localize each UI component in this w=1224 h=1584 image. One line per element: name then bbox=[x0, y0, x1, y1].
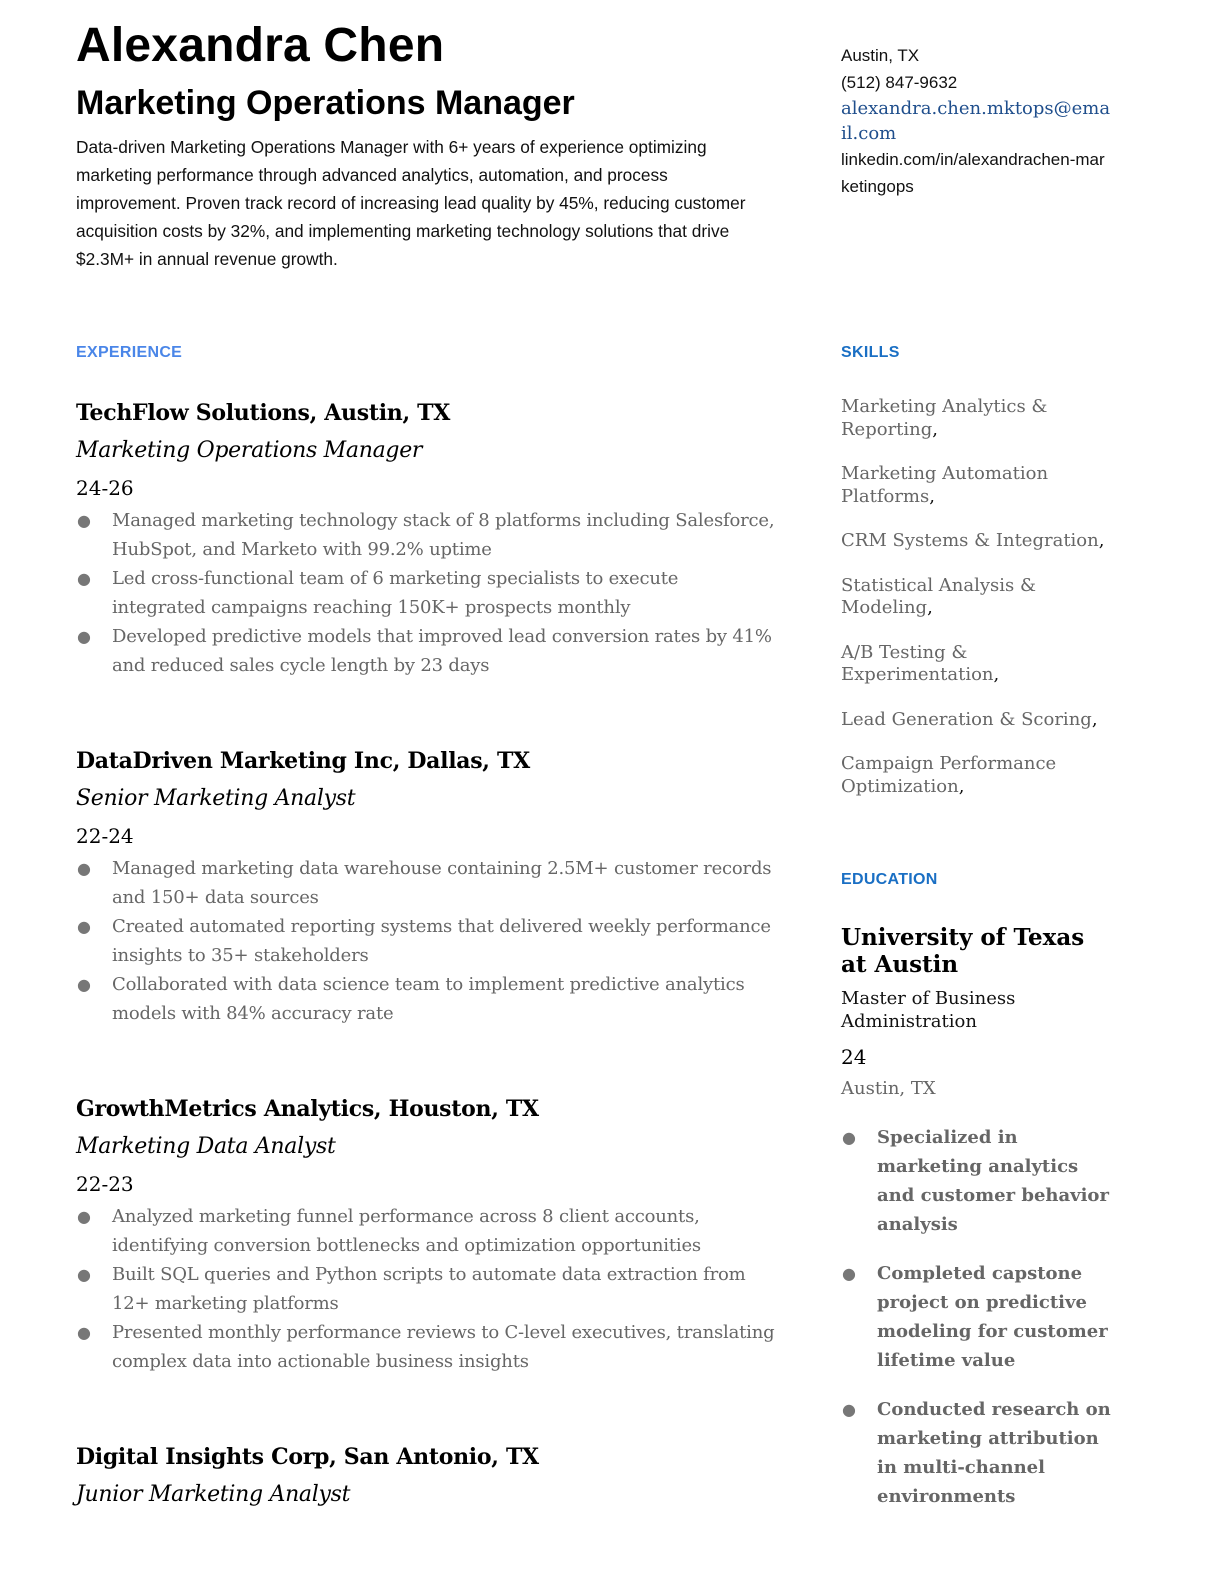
education-school: University of Texas at Austin bbox=[841, 924, 1085, 978]
job-role: Marketing Operations Manager bbox=[76, 438, 423, 463]
education-degree: Master of Business Administration bbox=[841, 988, 1016, 1032]
job-entry bbox=[76, 1442, 776, 1518]
job-role: Senior Marketing Analyst bbox=[76, 786, 356, 811]
skill-item: CRM Systems & Integration, bbox=[841, 530, 1105, 551]
bullet-icon: ● bbox=[77, 569, 91, 588]
job-bullet: ● Analyzed marketing funnel performance across 8 client accounts, identifying conversion bottlenecks and optimization opportunities bbox=[76, 1202, 776, 1260]
contact-phone[interactable]: (512) 847-9632 bbox=[841, 73, 958, 92]
candidate-headline: Marketing Operations Manager bbox=[76, 84, 575, 122]
education-bullet: ● Completed capstone project on predictive modeling for customer lifetime value bbox=[841, 1259, 1111, 1375]
education-year: 24 bbox=[841, 1045, 867, 1069]
bullet-icon: ● bbox=[77, 511, 91, 530]
job-company: Digital Insights Corp, San Antonio, TX bbox=[76, 1444, 539, 1470]
job-bullet: ● Developed predictive models that improved lead conversion rates by 41% and reduced sales cycle length by 23 days bbox=[76, 622, 776, 680]
job-company: TechFlow Solutions, Austin, TX bbox=[76, 400, 451, 426]
experience-heading: EXPERIENCE bbox=[76, 344, 183, 361]
job-bullet: ● Led cross-functional team of 6 marketing specialists to execute integrated campaigns reaching 150K+ prospects monthly bbox=[76, 564, 776, 622]
candidate-name: Alexandra Chen bbox=[76, 19, 445, 72]
job-dates: 22-23 bbox=[76, 1172, 134, 1196]
bullet-icon: ● bbox=[77, 859, 91, 878]
job-bullet: ● Managed marketing technology stack of 8 platforms including Salesforce, HubSpot, and Marketo with 99.2% uptime bbox=[76, 506, 776, 564]
skill-item: Marketing Automation Platforms, bbox=[841, 463, 1049, 507]
education-entry bbox=[841, 924, 1111, 1531]
education-bullets bbox=[841, 1123, 1111, 1511]
job-bullet: ● Created automated reporting systems that delivered weekly performance insights to 35+ stakeholders bbox=[76, 912, 776, 970]
job-company: GrowthMetrics Analytics, Houston, TX bbox=[76, 1096, 539, 1122]
bullet-icon: ● bbox=[77, 1207, 91, 1226]
contact-linkedin[interactable]: linkedin.com/in/alexandrachen-marketingops bbox=[841, 150, 1105, 196]
job-dates: 22-24 bbox=[76, 824, 134, 848]
job-dates: 24-26 bbox=[76, 476, 134, 500]
bullet-icon: ● bbox=[842, 1128, 856, 1147]
bullet-icon: ● bbox=[842, 1264, 856, 1283]
job-role: Marketing Data Analyst bbox=[76, 1134, 336, 1159]
job-bullet: ● Presented monthly performance reviews to C-level executives, translating complex data into actionable business insights bbox=[76, 1318, 776, 1376]
job-bullet: ● Collaborated with data science team to implement predictive analytics models with 84% accuracy rate bbox=[76, 970, 776, 1028]
bullet-icon: ● bbox=[77, 627, 91, 646]
job-bullets bbox=[76, 506, 776, 680]
contact-location: Austin, TX bbox=[841, 46, 920, 65]
contact-block bbox=[841, 42, 1111, 200]
job-entry bbox=[76, 1094, 776, 1376]
job-entry bbox=[76, 398, 776, 680]
job-bullets bbox=[76, 854, 776, 1028]
bullet-icon: ● bbox=[77, 917, 91, 936]
job-bullet: ● Built SQL queries and Python scripts to automate data extraction from 12+ marketing platforms bbox=[76, 1260, 776, 1318]
bullet-icon: ● bbox=[842, 1400, 856, 1419]
education-bullet: ● Specialized in marketing analytics and customer behavior analysis bbox=[841, 1123, 1111, 1239]
bullet-icon: ● bbox=[77, 1323, 91, 1342]
job-entry bbox=[76, 746, 776, 1028]
bullet-icon: ● bbox=[77, 975, 91, 994]
skill-item: Lead Generation & Scoring, bbox=[841, 708, 1098, 730]
skill-item: Marketing Analytics & Reporting, bbox=[841, 396, 1048, 440]
job-company: DataDriven Marketing Inc, Dallas, TX bbox=[76, 748, 530, 774]
education-bullet: ● Conducted research on marketing attribution in multi-channel environments bbox=[841, 1395, 1111, 1511]
bullet-icon: ● bbox=[77, 1265, 91, 1284]
skill-item: A/B Testing & Experimentation, bbox=[841, 641, 1000, 685]
contact-email-link[interactable]: alexandra.chen.mktops@email.com bbox=[841, 98, 1111, 144]
job-role: Junior Marketing Analyst bbox=[76, 1482, 351, 1507]
education-heading: EDUCATION bbox=[841, 871, 938, 888]
skills-heading: SKILLS bbox=[841, 344, 900, 361]
job-bullet: ● Managed marketing data warehouse containing 2.5M+ customer records and 150+ data sources bbox=[76, 854, 776, 912]
summary-paragraph: Data-driven Marketing Operations Manager with 6+ years of experience optimizing marketing performance through advanced analytics, automation, and process improvement. Proven track record of increasing lead quality by 45%, reducing customer acquisition costs by 32%, and implementing marketing technology solutions that drive $2.3M+ in annual revenue growth. bbox=[76, 137, 746, 269]
skill-item: Statistical Analysis & Modeling, bbox=[841, 574, 1037, 618]
job-bullets bbox=[76, 1202, 776, 1376]
skills-list bbox=[841, 396, 1111, 820]
education-location: Austin, TX bbox=[841, 1078, 936, 1099]
skill-item: Campaign Performance Optimization, bbox=[841, 753, 1057, 797]
